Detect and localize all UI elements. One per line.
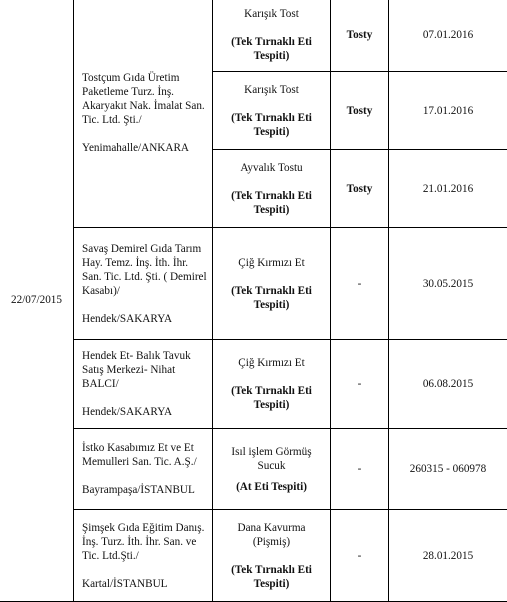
- firm-name: Tostçum Gıda Üretim Paketleme Turz. İnş. Akaryakıt Nak. İmalat San. Tic. Ltd. Şti./: [82, 71, 208, 127]
- product-name: Çiğ Kırmızı Et: [217, 356, 326, 370]
- brand-cell: -: [331, 429, 389, 510]
- party-number-cell: 21.01.2016: [389, 150, 507, 228]
- violation-note: (Tek Tırnaklı Eti Tespiti): [217, 284, 326, 312]
- product-cell: [213, 340, 331, 429]
- brand-cell: -: [331, 228, 389, 340]
- product-name: Çiğ Kırmızı Et: [217, 256, 326, 270]
- table-row: [0, 228, 507, 340]
- product-name: Dana Kavurma (Pişmiş): [217, 521, 326, 549]
- party-number-cell: 260315 - 060978: [389, 429, 507, 510]
- product-cell: [213, 72, 331, 150]
- violation-note: (At Eti Tespiti): [217, 480, 326, 494]
- firm-address: Yenimahalle/ANKARA: [82, 141, 208, 155]
- firm-name: İstko Kasabımız Et ve Et Memulleri San. Tic. A.Ş./: [82, 441, 208, 469]
- firm-cell: [74, 429, 213, 510]
- violation-note: (Tek Tırnaklı Eti Tespiti): [217, 384, 326, 412]
- product-name: Karışık Tost: [217, 83, 326, 97]
- firm-address: Hendek/SAKARYA: [82, 405, 208, 419]
- violation-note: (Tek Tırnaklı Eti Tespiti): [217, 563, 326, 591]
- firm-cell: [74, 0, 213, 228]
- firm-address: Bayrampaşa/İSTANBUL: [82, 483, 208, 497]
- party-number-cell: 28.01.2015: [389, 510, 507, 602]
- firm-address: Hendek/SAKARYA: [82, 312, 208, 326]
- violation-note: (Tek Tırnaklı Eti Tespiti): [217, 111, 326, 139]
- table-row: [0, 510, 507, 602]
- product-cell: [213, 150, 331, 228]
- product-cell: [213, 510, 331, 602]
- brand-cell: Tosty: [331, 0, 389, 72]
- product-name: Karışık Tost: [217, 7, 326, 21]
- party-number-cell: 06.08.2015: [389, 340, 507, 429]
- firm-cell: [74, 340, 213, 429]
- firm-address: Kartal/İSTANBUL: [82, 577, 208, 591]
- announcement-date: 22/07/2015: [0, 0, 74, 602]
- firm-name: Şimşek Gıda Eğitim Danış. İnş. Turz. İth. İhr. San. ve Tic. Ltd.Şti./: [82, 521, 208, 563]
- party-number-cell: 17.01.2016: [389, 72, 507, 150]
- table-row: [0, 429, 507, 510]
- firm-cell: [74, 228, 213, 340]
- firm-cell: [74, 510, 213, 602]
- product-name: Isıl işlem Görmüş Sucuk: [217, 445, 326, 473]
- brand-cell: Tosty: [331, 150, 389, 228]
- brand-cell: Tosty: [331, 72, 389, 150]
- table-row: [0, 340, 507, 429]
- brand-cell: -: [331, 510, 389, 602]
- firm-name: Hendek Et- Balık Tavuk Satış Merkezi- Nihat BALCI/: [82, 349, 208, 391]
- violation-note: (Tek Tırnaklı Eti Tespiti): [217, 189, 326, 217]
- firm-name: Savaş Demirel Gıda Tarım Hay. Temz. İnş. İth. İhr. San. Tic. Ltd. Şti. ( Demirel Kasabı)/: [82, 242, 208, 298]
- product-name: Ayvalık Tostu: [217, 161, 326, 175]
- product-cell: [213, 429, 331, 510]
- product-cell: [213, 228, 331, 340]
- violation-note: (Tek Tırnaklı Eti Tespiti): [217, 35, 326, 63]
- party-number-cell: 30.05.2015: [389, 228, 507, 340]
- product-cell: [213, 0, 331, 72]
- table-row: [0, 0, 507, 72]
- party-number-cell: 07.01.2016: [389, 0, 507, 72]
- brand-cell: -: [331, 340, 389, 429]
